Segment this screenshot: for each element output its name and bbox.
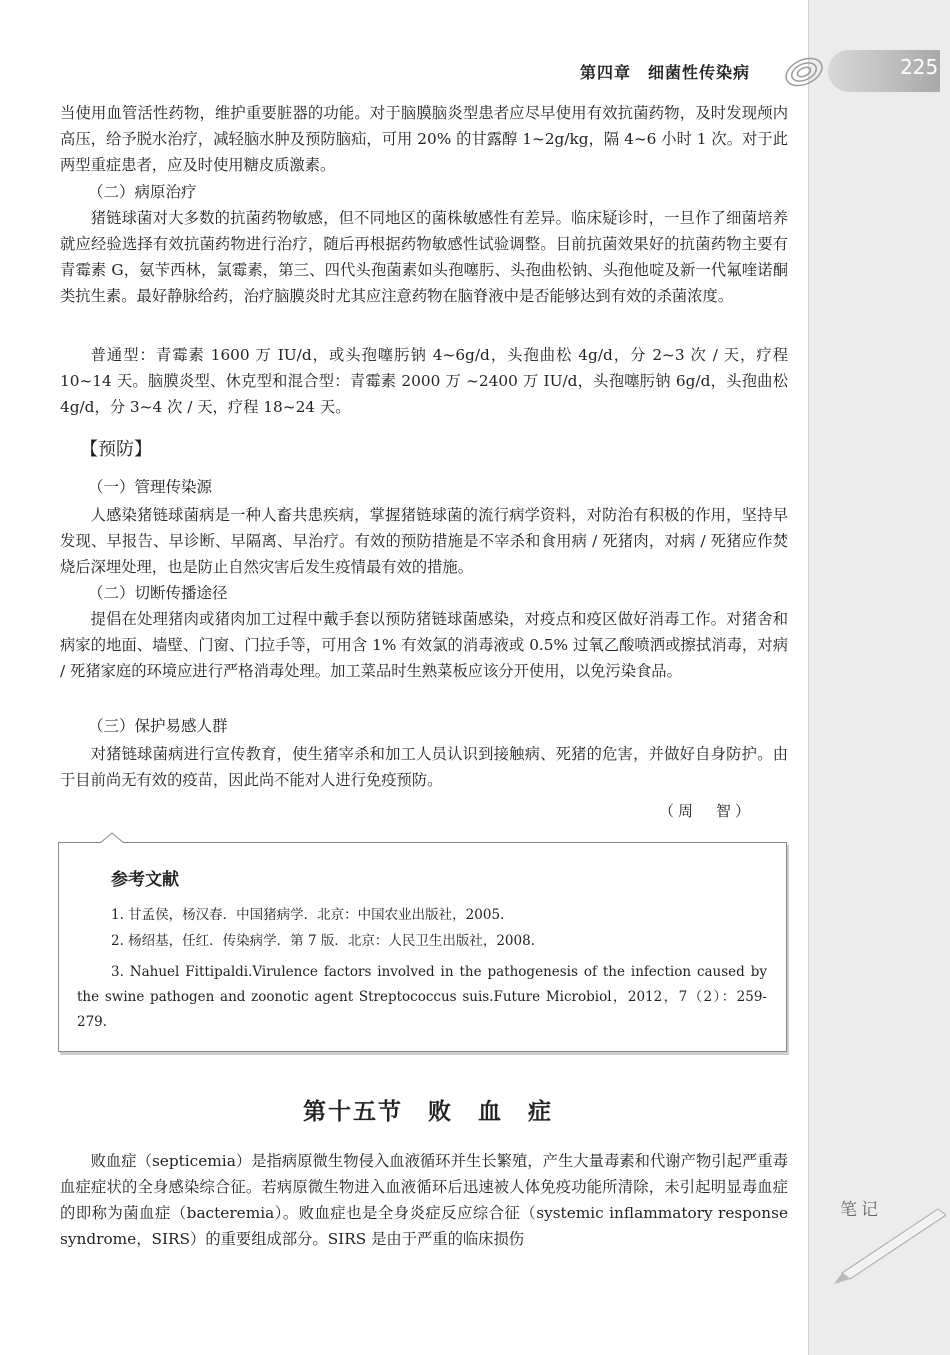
notes-label: 笔记: [840, 1200, 882, 1220]
author-signature: （周 智）: [658, 802, 754, 820]
paragraph-manage-source: 人感染猪链球菌病是一种人畜共患疾病，掌握猪链球菌的流行病学资料，对防治有积极的作用，坚持早发现、早报告、早诊断、早隔离、早治疗。有效的预防措施是不宰杀和食用病 / 死猪肉，对病 / 死猪应作焚烧后深埋处理，也是防止自然灾害后发生疫情最有效的措施。: [60, 506, 788, 576]
heading-prevention: 【预防】: [80, 439, 152, 460]
reference-item-2: 2. 杨绍基，任红．传染病学．第 7 版．北京：人民卫生出版社，2008.: [111, 933, 535, 949]
section-title: 第十五节 败 血 症: [303, 1099, 553, 1125]
swirl-logo-icon: [782, 52, 826, 92]
paragraph-pathogen-treatment: 猪链球菌对大多数的抗菌药物敏感，但不同地区的菌株敏感性有差异。临床疑诊时，一旦作了细菌培养就应经验选择有效抗菌药物进行治疗，随后再根据药物敏感性试验调整。目前抗菌效果好的抗菌药物主要有青霉素 G，氨苄西林，氯霉素，第三、四代头孢菌素如头孢噻肟、头孢曲松钠、头孢他啶及新一代氟喹诺酮类抗生素。最好静脉给药，治疗脑膜炎时尤其应注意药物在脑脊液中是否能够达到有效的杀菌浓度。: [60, 209, 788, 305]
references-title: 参考文献: [111, 870, 179, 890]
paragraph-cut-route: 提倡在处理猪肉或猪肉加工过程中戴手套以预防猪链球菌感染，对疫点和疫区做好消毒工作。对猪舍和病家的地面、墙壁、门窗、门拉手等，可用含 1% 有效氯的消毒液或 0.5% 过氧乙酸喷洒或擦拭消毒，对病 / 死猪家庭的环境应进行严格消毒处理。加工菜品时生熟菜板应该分开使用，以免污染食品。: [60, 610, 788, 680]
reference-item-3: 3. Nahuel Fittipaldi.Virulence factors involved in the pathogenesis of the infection caused by the swine pathogen and zoonotic agent Streptococcus suis.Future Microbiol，2012，7（2）：259-279.: [77, 964, 767, 1030]
page-header: [560, 50, 940, 98]
paragraph-septicemia: 败血症（septicemia）是指病原微生物侵入血液循环并生长繁殖，产生大量毒素和代谢产物引起严重毒血症症状的全身感染综合征。若病原微生物进入血液循环后迅速被人体免疫功能所清除，未引起明显毒血症的即称为菌血症（bacteremia）。败血症也是全身炎症反应综合征（systemic inflammatory response syndrome，SIRS）的重要组成部分。SIRS 是由于严重的临床损伤: [60, 1152, 788, 1248]
references-box: [58, 842, 787, 1052]
paragraph-treatment-end: 当使用血管活性药物，维护重要脏器的功能。对于脑膜脑炎型患者应尽早使用有效抗菌药物，及时发现颅内高压，给予脱水治疗，减轻脑水肿及预防脑疝，可用 20% 的甘露醇 1~2g/kg，隔 4~6 小时 1 次。对于此两型重症患者，应及时使用糖皮质激素。: [60, 104, 788, 174]
page-number: 225: [900, 55, 939, 79]
heading-pathogen-treatment: （二）病原治疗: [88, 183, 197, 201]
heading-cut-route: （二）切断传播途径: [88, 584, 228, 602]
box-notch-icon: [100, 832, 124, 844]
heading-protect-susceptible: （三）保护易感人群: [88, 717, 228, 735]
chapter-title: 第四章 细菌性传染病: [580, 63, 751, 82]
paragraph-protect-susceptible: 对猪链球菌病进行宣传教育，使生猪宰杀和加工人员认识到接触病、死猪的危害，并做好自身防护。由于目前尚无有效的疫苗，因此尚不能对人进行免疫预防。: [60, 745, 788, 789]
heading-manage-source: （一）管理传染源: [88, 478, 213, 496]
pen-icon: [828, 1205, 946, 1285]
sidebar-divider: [808, 0, 809, 1355]
margin-sidebar: [808, 0, 950, 1355]
paragraph-dosage: 普通型：青霉素 1600 万 IU/d，或头孢噻肟钠 4~6g/d，头孢曲松 4g/d，分 2~3 次 / 天，疗程 10~14 天。脑膜炎型、休克型和混合型：青霉素 2000 万 ~2400 万 IU/d，头孢噻肟钠 6g/d，头孢曲松 4g/d，分 3~4 次 / 天，疗程 18~24 天。: [60, 346, 788, 416]
reference-item-1: 1. 甘孟侯，杨汉春．中国猪病学．北京：中国农业出版社，2005.: [111, 907, 505, 923]
